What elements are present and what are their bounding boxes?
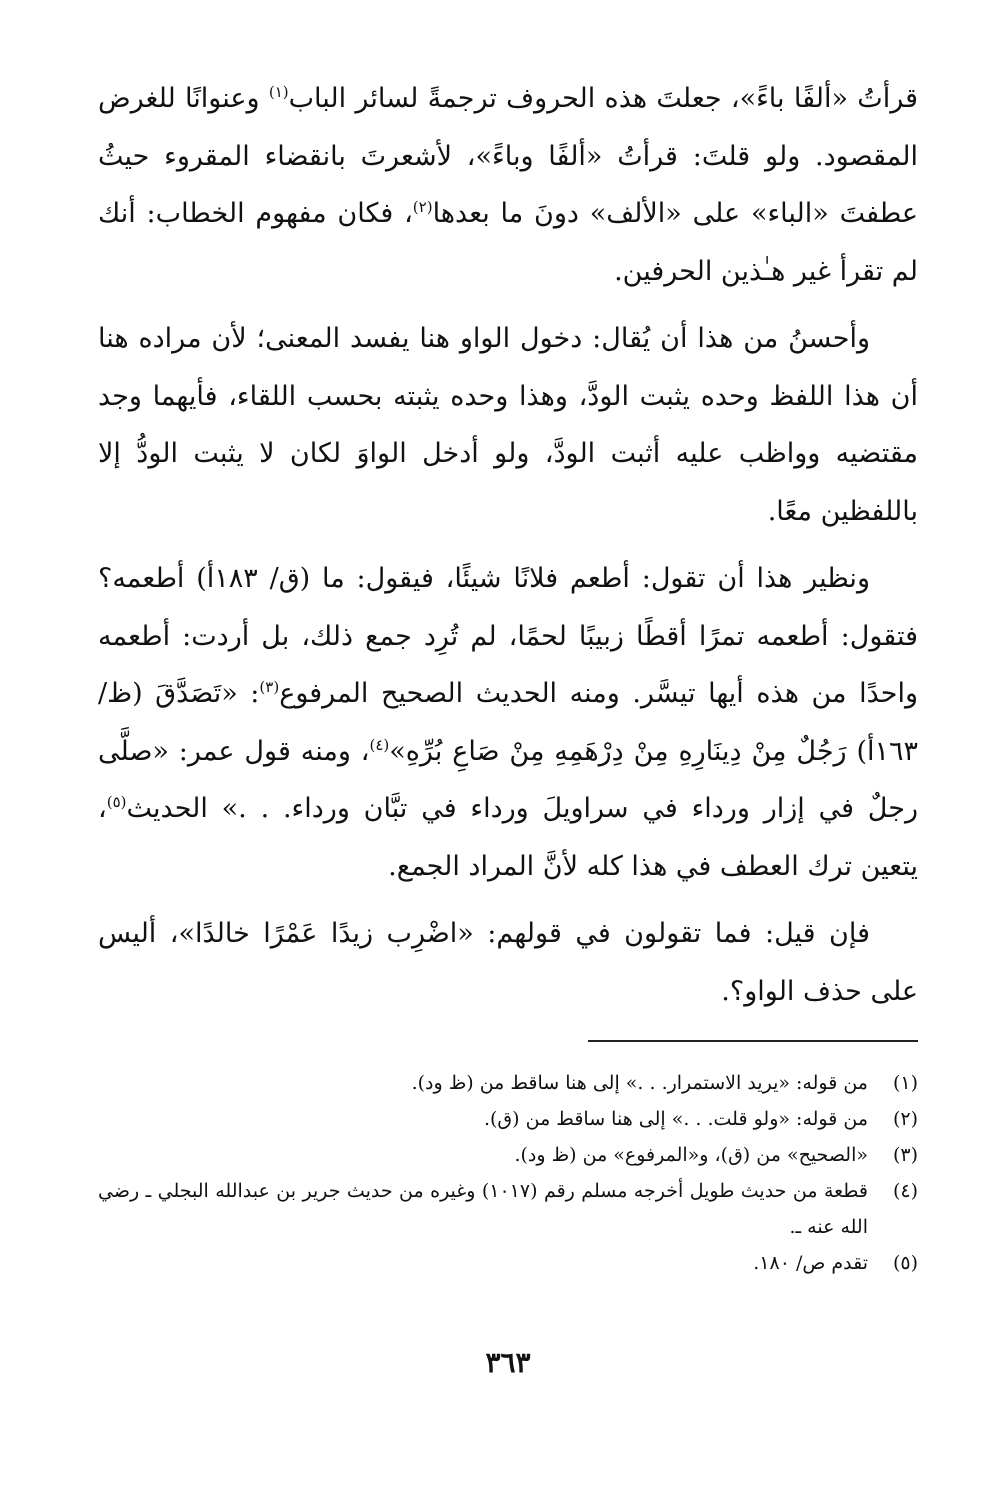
- footnote-ref-1[interactable]: (١): [268, 83, 289, 101]
- paragraph-1-text: قرأتُ «ألفًا باءً»، جعلتَ هذه الحروف ترجمةً لسائر الباب: [288, 83, 918, 114]
- footnote-number: (٤): [892, 1180, 918, 1202]
- paragraph-1-text: وعنوانًا للغرض المقصود. ولو قلتَ: قرأتُ «ألفًا وباءً»، لأشعرتَ بانقضاء المقروء حيثُ عطفتَ «الباء» على «الألف» دونَ ما بعدها: [98, 83, 918, 229]
- paragraph-3-text: : «تَصَدَّقَ (ظ/١٦٣أ) رَجُلٌ مِنْ دِينَارِهِ مِنْ دِرْهَمِهِ مِنْ صَاعِ بُرِّهِ»: [98, 678, 918, 767]
- footnote-3: [98, 1137, 918, 1173]
- page-number: ٣٦٣: [485, 1346, 531, 1379]
- footnote-text: من قوله: «يريد الاستمرار. . .» إلى هنا ساقط من (ظ ود).: [411, 1072, 868, 1094]
- paragraph-4: فإن قيل: فما تقولون في قولهم: «اضْرِب زيدًا عَمْرًا خالدًا»، أليس على حذف الواو؟.: [98, 918, 918, 1007]
- footnotes-list: [98, 1065, 918, 1281]
- footnote-text: تقدم ص/ ١٨٠.: [753, 1252, 868, 1274]
- footnote-ref-5[interactable]: (٥): [106, 793, 127, 811]
- footnote-2: [98, 1101, 918, 1137]
- paragraph-2: وأحسنُ من هذا أن يُقال: دخول الواو هنا يفسد المعنى؛ لأن مراده هنا أن هذا اللفظ وحده يثبت الودَّ، وهذا وحده يثبته بحسب اللقاء، فأيهما وجد مقتضيه وواظب عليه أثبت الودَّ، ولو أدخل الواوَ لكان لا يثبت الودُّ إلا باللفظين معًا.: [98, 323, 918, 527]
- paragraph-3-text: ، ومنه قول عمر: «صلَّى رجلٌ في إزار ورداء في سراويلَ ورداء في تبَّان ورداء. . .» الحديث: [98, 735, 918, 824]
- paragraph-3: [98, 550, 918, 895]
- footnote-text: «الصحيح» من (ق)، و«المرفوع» من (ظ ود).: [514, 1144, 868, 1166]
- footnote-text: قطعة من حديث طويل أخرجه مسلم رقم (١٠١٧) وغيره من حديث جرير بن عبدالله البجلي ـ رضي الله عنه ـ.: [98, 1180, 868, 1238]
- footnote-ref-3[interactable]: (٣): [259, 678, 280, 696]
- footnote-separator: [588, 1040, 918, 1042]
- footnote-5: [98, 1245, 918, 1281]
- paragraph-3-text: ، يتعين ترك العطف في هذا كله لأنَّ المراد الجمع.: [98, 793, 918, 882]
- main-text: [98, 70, 918, 1020]
- footnote-4: [98, 1173, 918, 1245]
- paragraph-3-text: ونظير هذا أن تقول: أطعم فلانًا شيئًا، فيقول: ما (ق/ ١٨٣أ) أطعمه؟ فتقول: أطعمه تمرًا أقطًا زبيبًا لحمًا، لم تُرِد جمع ذلك، بل أردت: أطعمه واحدًا من هذه أيها تيسَّر. ومنه الحديث الصحيح المرفوع: [98, 563, 918, 709]
- footnote-1: [98, 1065, 918, 1101]
- paragraph-1-text: ، فكان مفهوم الخطاب: أنك لم تقرأ غير هـٰذين الحرفين.: [98, 198, 918, 287]
- book-page: [98, 70, 918, 1450]
- footnote-ref-2[interactable]: (٢): [412, 198, 433, 216]
- footnote-number: (٢): [892, 1108, 918, 1130]
- footnote-ref-4[interactable]: (٤): [369, 735, 390, 754]
- paragraph-1: [98, 70, 918, 300]
- footnote-number: (١): [892, 1072, 918, 1094]
- footnote-number: (٥): [892, 1252, 918, 1274]
- footnote-text: من قوله: «ولو قلت. . .» إلى هنا ساقط من (ق).: [483, 1108, 868, 1130]
- footnote-number: (٣): [892, 1144, 918, 1166]
